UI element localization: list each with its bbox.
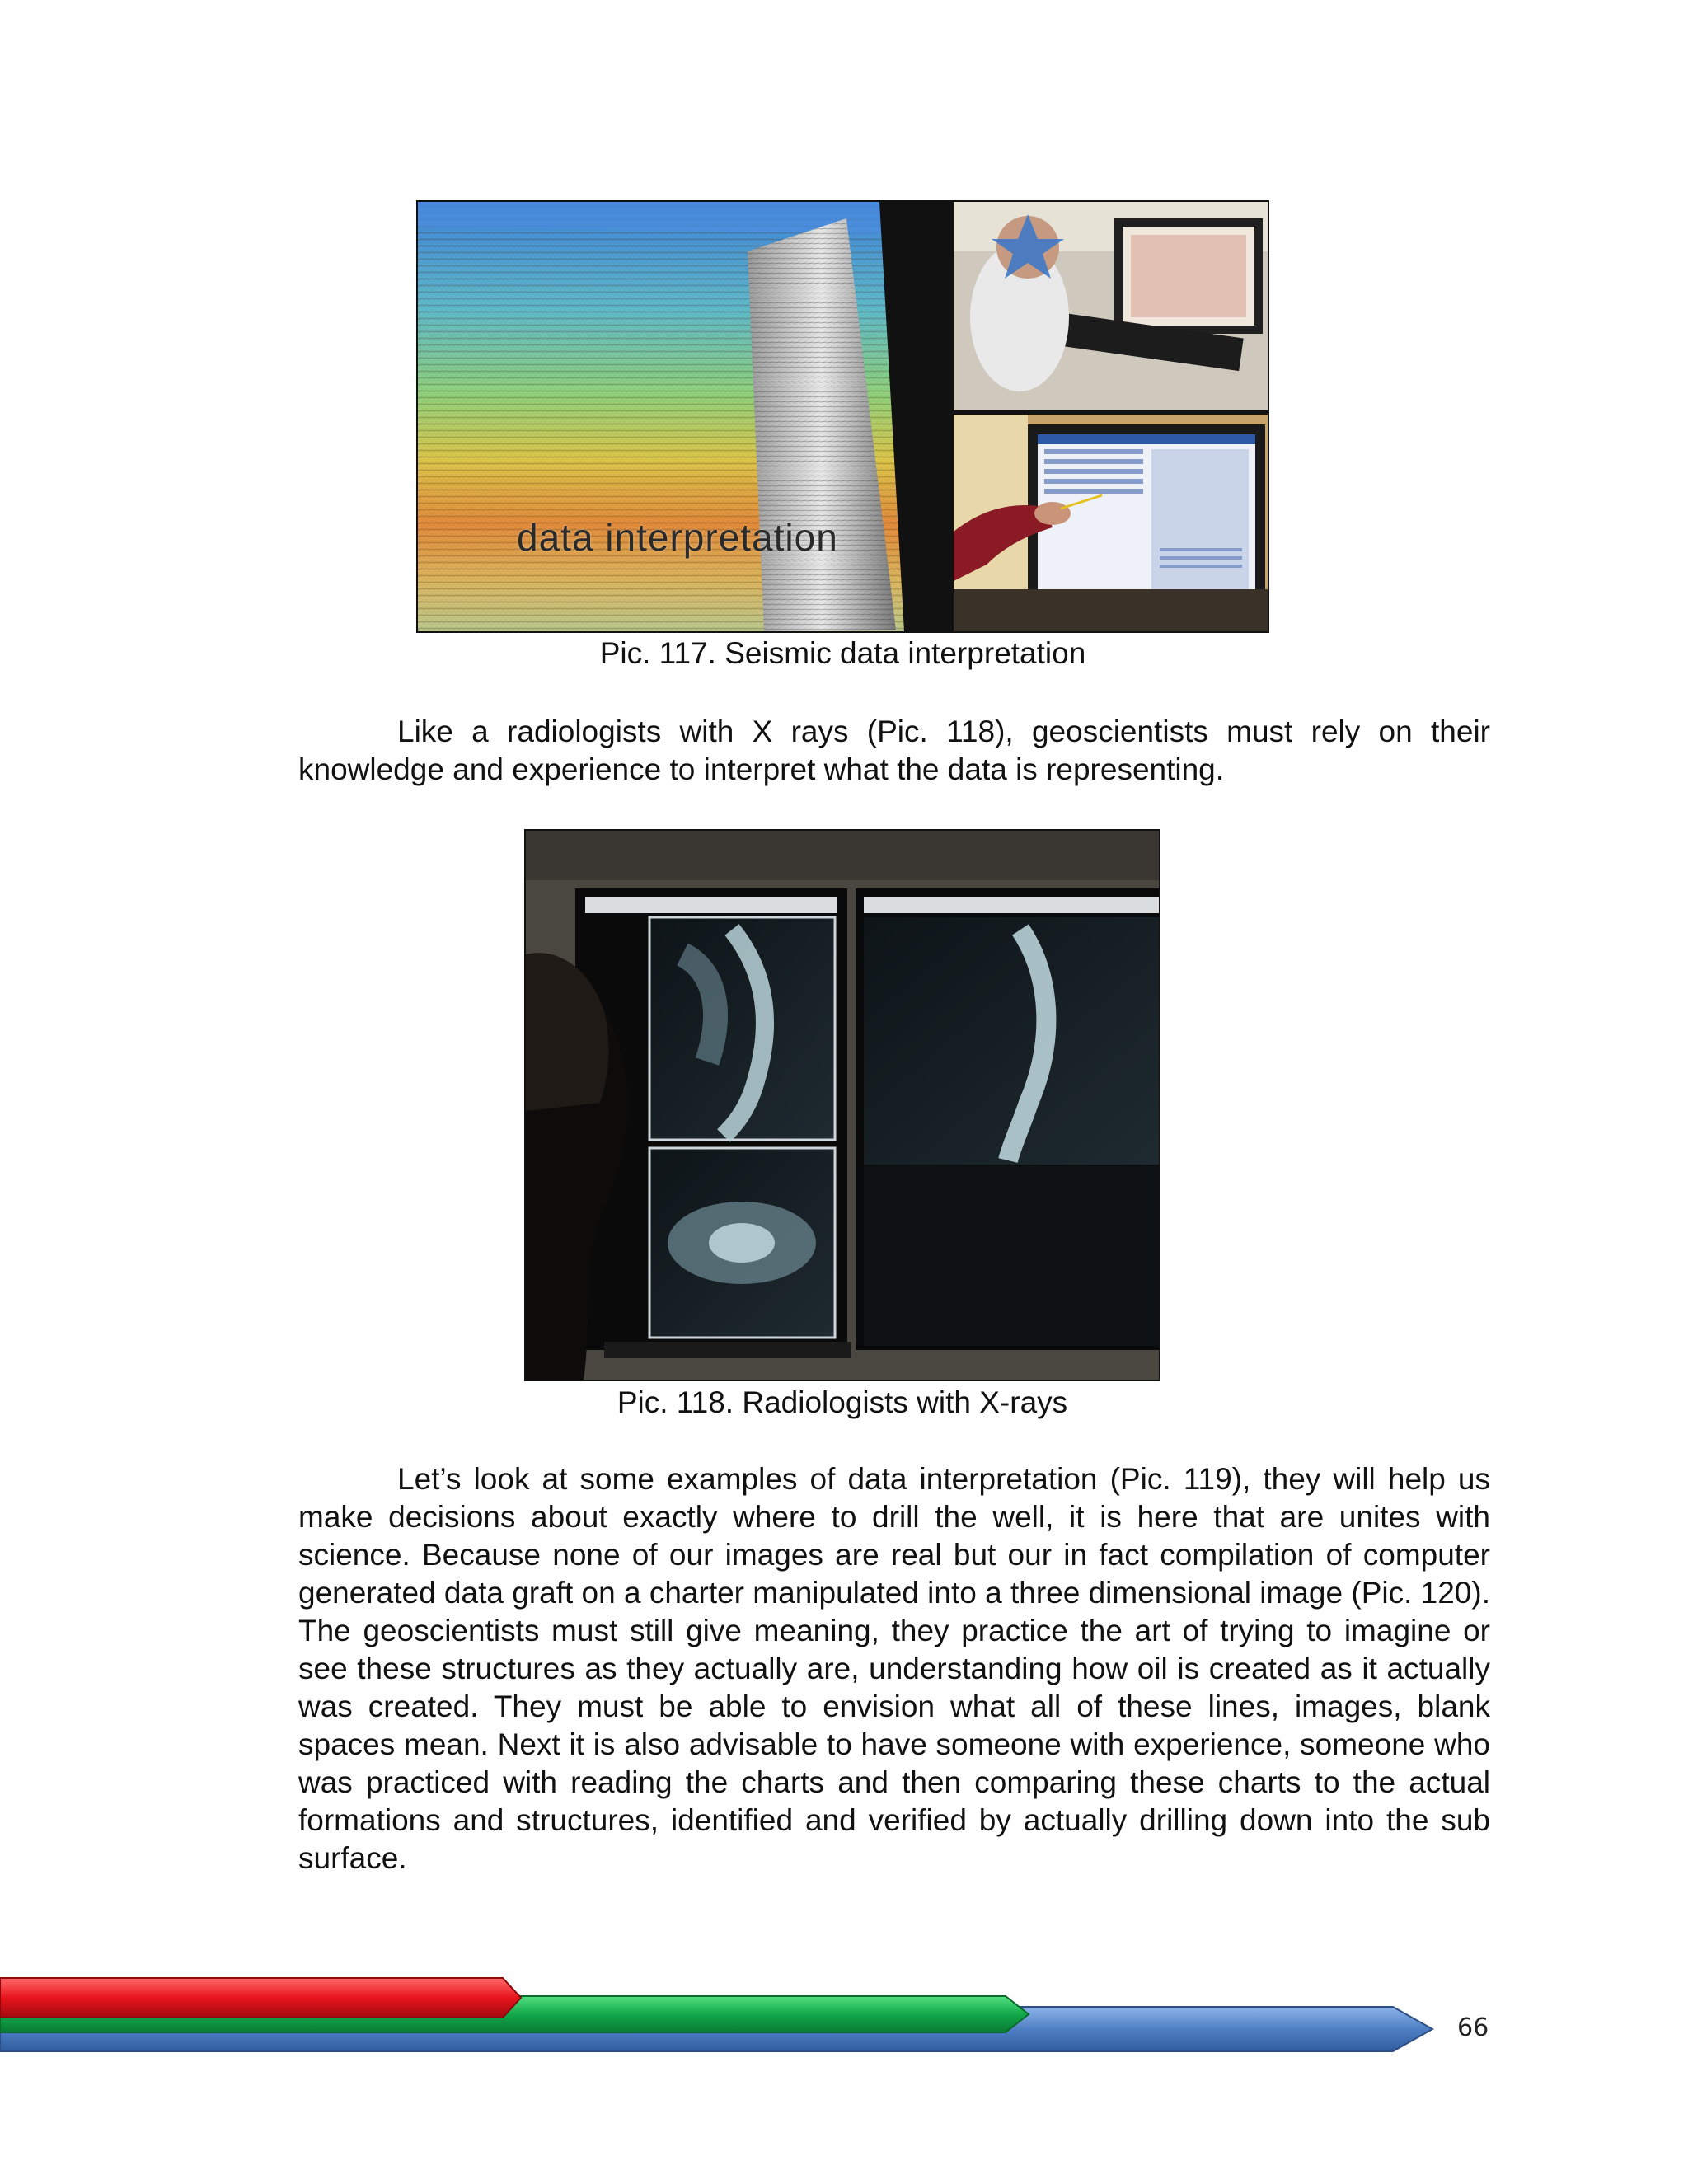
radiologist-xray-photo [524, 829, 1160, 1381]
seismic-overlay-text: data interpretation [517, 516, 838, 559]
seismic-interpretation-photo [416, 200, 1269, 633]
footer-arrow-bar [0, 1970, 1688, 2069]
figure-117-caption: Pic. 117. Seismic data interpretation [599, 636, 1086, 670]
paragraph-1 [298, 713, 1490, 789]
red-arrow [0, 1978, 521, 2018]
xray-photo-graphic [526, 831, 1159, 1380]
seismic-photo-graphic [418, 202, 1268, 631]
figure-118-caption: Pic. 118. Radiologists with X-rays [617, 1385, 1068, 1419]
paragraph-2-text: Let’s look at some examples of data interpretation (Pic. 119), they will help us make decisions about exactly where to drill the well, it is here that are unites with science. Because none of our images are real but our in fact compilation of computer generated data graft on a charter manipulated into a three dimensional image (Pic. 120). The geoscientists must still give meaning, they practice the art of trying to imagine or see these structures as they actually are, understanding how oil is created as it actually was created. They must be able to envision what all of these lines, images, blank spaces mean. Next it is also advisable to have someone with experience, someone who was practiced with reading the charts and then comparing these charts to the actual formations and structures, identified and verified by actually drilling down into the sub surface. [298, 1462, 1490, 1875]
paragraph-1-text: Like a radiologists with X rays (Pic. 118), geoscientists must rely on their knowledge and experience to interpret what the data is representing. [298, 715, 1490, 786]
page-number: 66 [1457, 2013, 1489, 2042]
paragraph-2 [298, 1460, 1490, 1877]
